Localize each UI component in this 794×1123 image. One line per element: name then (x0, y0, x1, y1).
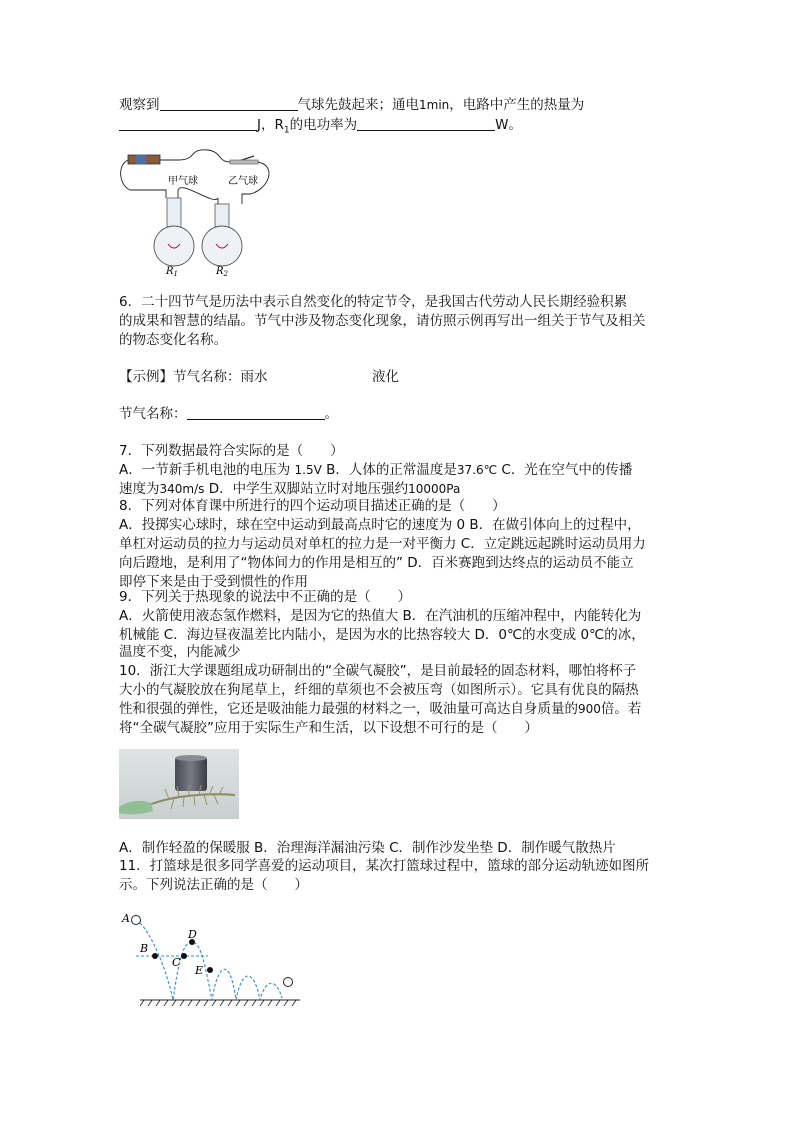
q8-line: 即停下来是由于受到惯性的作用 (119, 574, 308, 590)
q6-example (119, 368, 679, 387)
ball-start-icon (132, 916, 141, 925)
q6-line: 的物态变化名称。 (119, 332, 227, 348)
q5-text: J，R (257, 117, 284, 133)
wire (160, 150, 230, 162)
answer-blank[interactable] (357, 116, 495, 131)
q10-line: 10．浙江大学课题组成功研制出的“全碳气凝胶”，是目前最轻的固态材料，哪怕将杯子 (119, 663, 637, 679)
q10-line: 大小的气凝胶放在狗尾草上，纤细的草须也不会被压弯（如图所示）。它具有优良的隔热 (119, 682, 639, 698)
label-c: C (172, 956, 181, 969)
label-d: D (188, 928, 197, 941)
q7-text: 340m/s (159, 482, 205, 496)
q9-line: 机械能 C．海边昼夜温差比内陆小，是因为水的比热容较大 D．0℃的水变成 0℃的冰， (119, 627, 645, 643)
q10-text: 倍。若 (600, 701, 642, 717)
wire (121, 160, 166, 198)
ball-end-icon (284, 978, 293, 987)
ground-hatch (140, 1000, 296, 1006)
q6-example-answer: 液化 (372, 369, 399, 385)
q6-example-label: 【示例】节气名称：雨水 (119, 369, 268, 385)
aerogel-photo (119, 749, 239, 819)
q8-line: 单杠对运动员的拉力与运动员对单杠的拉力是一对平衡力 C．立定跳远起跳时运动员用力 (119, 536, 646, 552)
label-a: A (122, 912, 130, 925)
q7-text: C．光在空气中的传播 (501, 462, 633, 478)
label-b: B (140, 942, 149, 955)
r2-label: $R_2$ (216, 266, 228, 276)
answer-blank[interactable] (119, 116, 257, 131)
q5-line1 (119, 96, 679, 115)
q9-line: 温度不变，内能减少 (119, 644, 241, 660)
balloon-jia-label: 甲气球 (168, 176, 198, 187)
wire (178, 188, 218, 204)
q10-options: A．制作轻盈的保暖服 B．治理海洋漏油污染 C．制作沙发坐垫 D．制作暖气散热片 (119, 840, 616, 856)
q7-options-2 (119, 480, 679, 499)
q6-line: 6．二十四节气是历法中表示自然变化的特定节令，是我国古代劳动人民长期经验积累 (119, 294, 628, 310)
q6-answer-end: 。 (324, 406, 338, 422)
r1-label: $R_1$ (166, 266, 178, 276)
q7-options-1 (119, 461, 679, 480)
q8-line: A．投掷实心球时，球在空中运动到最高点时它的速度为 0 B．在做引体向上的过程中， (119, 517, 641, 533)
q9-stem: 9．下列关于热现象的说法中不正确的是（ ） (119, 589, 412, 605)
point-b (152, 953, 158, 959)
q7-text: B．人体的正常温度是 (326, 462, 457, 478)
q7-text: 10000Pa (408, 482, 461, 496)
q5-text: 1 (283, 125, 290, 136)
label-e: E (195, 964, 204, 977)
aerogel-block-icon (175, 757, 207, 791)
q7-text: 1.5V (294, 463, 322, 477)
basketball-trajectory-figure (118, 906, 308, 1010)
q7-stem: 7．下列数据最符合实际的是（ ） (119, 443, 344, 459)
q8-stem: 8．下列对体育课中所进行的四个运动项目描述正确的是（ ） (119, 498, 506, 514)
answer-blank[interactable] (160, 96, 298, 111)
q5-text: ，电路中产生的热量为 (449, 97, 585, 113)
q5-line2 (119, 116, 679, 140)
q5-text: 1min (419, 98, 450, 112)
flask-1-icon (154, 226, 194, 266)
q5-text: 观察到 (119, 97, 160, 113)
q11-line: 11．打篮球是很多同学喜爱的运动项目，某次打篮球过程中，篮球的部分运动轨迹如图所 (119, 858, 650, 874)
point-c (181, 953, 187, 959)
flask-2-icon (202, 226, 242, 266)
q8-line: 向后蹬地，是利用了“物体间力的作用是相互的” D．百米赛跑到达终点的运动员不能立 (119, 555, 634, 571)
q5-text: W。 (495, 117, 522, 133)
answer-blank[interactable] (187, 405, 325, 420)
circuit-balloon-figure (118, 146, 278, 276)
q7-text: 37.6℃ (456, 463, 498, 477)
q11-line: 示。下列说法正确的是（ ） (119, 877, 308, 893)
q7-text: 速度为 (119, 481, 160, 497)
trajectory-path (136, 920, 282, 1000)
q5-text: 的电功率为 (289, 117, 358, 133)
switch-base (230, 160, 258, 164)
q10-text: 900 (578, 702, 601, 716)
q10-line (119, 700, 679, 719)
aerogel-top (175, 755, 207, 761)
battery-band (136, 155, 146, 164)
balloon-yi-label: 乙气球 (228, 176, 258, 187)
q6-answer-label: 节气名称： (119, 406, 187, 422)
q9-line: A．火箭使用液态氢作燃料，是因为它的热值大 B．在汽油机的压缩冲程中，内能转化为 (119, 608, 642, 624)
q7-text: D．中学生双脚站立时对地压强约 (208, 481, 409, 497)
q10-text: 性和很强的弹性，它还是吸油能力最强的材料之一，吸油量可高达自身质量的 (119, 701, 578, 717)
q6-line: 的成果和智慧的结晶。节气中涉及物态变化现象，请仿照示例再写出一组关于节气及相关 (119, 313, 646, 329)
q10-line: 将“全碳气凝胶”应用于实际生产和生活，以下设想不可行的是（ ） (119, 720, 538, 736)
q7-text: A．一节新手机电池的电压为 (119, 462, 291, 478)
q5-text: 气球先鼓起来；通电 (297, 97, 419, 113)
q6-answer (119, 405, 679, 424)
point-e (207, 967, 213, 973)
